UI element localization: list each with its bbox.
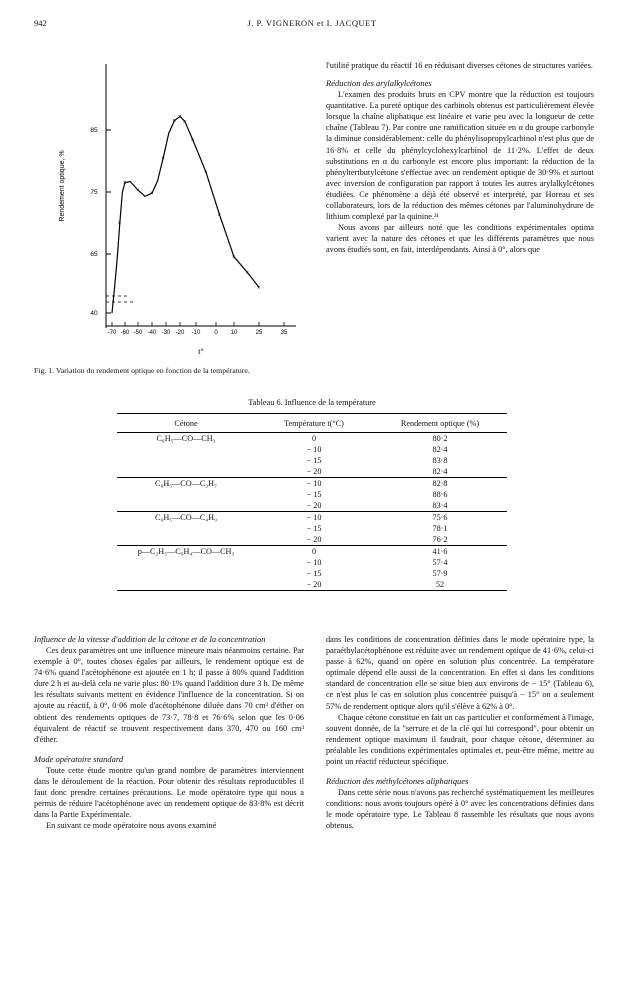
running-title: J. P. VIGNERON et I. JACQUET — [247, 18, 377, 28]
data-point: × — [150, 191, 154, 198]
yield-cell: 82·4 — [432, 445, 448, 454]
temperature-cell: − 10 — [306, 558, 322, 567]
table-row — [117, 455, 507, 466]
data-point: × — [178, 114, 182, 121]
yield-cell: 57·4 — [432, 558, 448, 567]
table-row — [117, 466, 507, 478]
table-row — [117, 500, 507, 512]
data-point: × — [117, 221, 122, 227]
paragraph: Toute cette étude montre qu'un grand nombre de paramètres interviennent dans le déroulement de la réaction. Pour obtenir des résultats reproductibles il faut donc prendre certaines précautions. Le mode opératoire type qui nous a permis de réduire l'acétophénone avec un rendement optique de 83·8% est décrit dans la Partie Expérimentale. — [34, 765, 304, 820]
table-row — [117, 512, 507, 524]
data-point: × — [182, 119, 187, 126]
ketone-cell — [117, 579, 255, 591]
ketone-cell: C₆H₅—CO—CH₃ — [156, 434, 216, 443]
yield-cell: 41·6 — [432, 547, 448, 556]
series-line — [112, 116, 259, 313]
section-heading: Réduction des arylalkylcétones — [326, 78, 432, 89]
temperature-cell: − 20 — [306, 467, 322, 476]
ketone-cell — [117, 534, 255, 546]
yield-cell: 80·2 — [432, 434, 448, 443]
temperature-cell: − 20 — [306, 535, 322, 544]
data-point: × — [232, 254, 236, 261]
paragraph: l'utilité pratique du réactif 16 en réduisant diverses cétones de structures variées. — [326, 61, 593, 70]
yield-cell: 83·8 — [432, 456, 448, 465]
x-tick-label: -70 — [107, 330, 117, 336]
x-tick-label: -60 — [120, 330, 130, 336]
ketone-cell — [117, 568, 255, 579]
figure — [34, 58, 314, 358]
table-row — [117, 523, 507, 534]
x-tick-label: 35 — [280, 330, 288, 336]
y-tick-label: 65 — [90, 251, 98, 258]
ketone-cell — [117, 500, 255, 512]
x-tick-label: -20 — [175, 330, 185, 336]
table-body — [117, 433, 507, 591]
left-column-bottom — [34, 634, 304, 831]
column-header: Température t(°C) — [284, 418, 344, 428]
ketone-cell — [117, 557, 255, 568]
column-header: Rendement optique (%) — [400, 418, 480, 428]
temperature-cell: 0 — [311, 547, 317, 556]
data-point: × — [204, 170, 208, 177]
ketone-cell — [117, 523, 255, 534]
data-point: × — [136, 188, 140, 195]
temperature-cell: − 10 — [306, 445, 322, 454]
temperature-cell: − 20 — [306, 580, 322, 589]
ketone-cell — [117, 455, 255, 466]
yield-cell: 57·9 — [432, 569, 448, 578]
x-tick-label: -50 — [133, 330, 143, 336]
column-header: Cétone — [174, 418, 198, 428]
data-point: × — [172, 118, 176, 125]
ketone-cell — [117, 466, 255, 478]
temperature-cell: − 15 — [306, 490, 322, 499]
y-tick-label: 85 — [90, 127, 98, 134]
x-axis-label: t° — [198, 347, 204, 356]
temperature-cell: − 10 — [306, 479, 322, 488]
data-point: × — [257, 285, 261, 292]
yield-cell: 88·6 — [432, 490, 448, 499]
table-row — [117, 546, 507, 558]
x-tick-label: 0 — [214, 330, 218, 336]
table-block — [117, 398, 507, 591]
chart-svg — [34, 58, 314, 358]
ketone-cell — [117, 489, 255, 500]
temperature-cell: − 15 — [306, 569, 322, 578]
ketone-cell: C₆H₅—CO—C₄H₉ — [155, 513, 217, 522]
paragraph: L'examen des produits bruts en CPV montre que la réduction est toujours quantitative. La pureté optique des carbinols obtenus est particulièrement élevée lorsque la chaîne aliphatique est linéaire et varie peu avec la longueur de cette chaîne (Tableau 7). Par contre une ramification située en α du groupe carbonyle la diminue considérablement: celle du phénylisopropylcarbinol n'est plus que de 16·8% et celle du phénylcyclohexylcarbinol de 11·2%. L'effet de deux substitutions en α du carbonyle est encore plus important: la réduction de la phényltertbutylcétone s'effectue avec un rendement optique de 30·9% et surtout avec inversion de configuration par rapport à toutes les autres arylalkylcétones étudiées. Ce phénomène a déjà été observé et interprété, par Horeau et ses collaborateurs, lors de la réduction des mêmes cétones par l'aluminohydrure de lithium complexé par la quinine.²¹ — [326, 90, 594, 222]
table-row — [117, 444, 507, 455]
table-row — [117, 433, 507, 445]
yield-cell: 82·8 — [432, 479, 448, 488]
temperature-cell: 0 — [311, 434, 317, 443]
y-axis-label: Rendement optique, % — [59, 150, 66, 222]
yield-cell: 52 — [435, 580, 445, 589]
section-heading: Réduction des méthylcétones aliphatiques — [326, 776, 469, 787]
x-tick-label: -30 — [161, 330, 171, 336]
y-tick-label: 40 — [90, 310, 98, 317]
table-title: Tableau 6. Influence de la température — [248, 398, 376, 407]
yield-cell: 83·4 — [432, 501, 448, 510]
data-point: × — [123, 180, 127, 187]
table-row — [117, 489, 507, 500]
table-row — [117, 568, 507, 579]
right-column-top — [326, 60, 594, 256]
yield-cell: 82·4 — [432, 467, 448, 476]
data-point: × — [245, 270, 249, 277]
paragraph: Nous avons par ailleurs noté que les conditions expérimentales optima varient avec la nature des cétones et que les différents paramètres que nous avons étudiés sont, en fait, interdépendants. Ainsi à 0°, alors que — [326, 223, 594, 255]
data-point: × — [217, 212, 222, 219]
x-tick-label: -40 — [147, 330, 157, 336]
table-row — [117, 557, 507, 568]
y-tick-label: 75 — [90, 189, 98, 196]
table-row — [117, 478, 507, 490]
data-point: × — [161, 155, 165, 162]
ketone-cell — [117, 444, 255, 455]
section-heading: Influence de la vitesse d'addition de la cétone et de la concentration — [34, 634, 266, 644]
x-tick-label: -10 — [191, 330, 201, 336]
yield-cell: 75·6 — [432, 513, 448, 522]
paragraph: dans les conditions de concentration définies dans le mode opératoire type, la paraéthylacétophénone est réduite avec un rendement optique de 41·6%, celui-ci passe à 62%, quand on opère en solution plus concentrée. La température optimale dépend elle aussi de la concentration. En effet si dans les conditions standard de concentration elle se situe bien aux environs de − 15° (Tableau 6), ce n'est plus le cas en solution plus concentrée puisqu'à − 15° on a seulement 57% de rendement optique alors qu'il s'élève à 62% à 0°. — [326, 635, 594, 711]
yield-cell: 78·1 — [432, 524, 448, 533]
x-tick-label: 25 — [255, 330, 263, 336]
paragraph: En suivant ce mode opératoire nous avons examiné — [46, 821, 217, 831]
table-row — [117, 534, 507, 546]
ketone-cell: p—C₂H₅—C₆H₄—CO—CH₃ — [137, 547, 235, 556]
ketone-cell: C₆H₅—CO—C₃H₇ — [155, 479, 217, 488]
right-column-bottom — [326, 634, 594, 832]
temperature-table — [117, 413, 507, 591]
table-row — [117, 579, 507, 591]
section-heading: Mode opératoire standard — [34, 753, 124, 764]
temperature-cell: − 15 — [306, 456, 322, 465]
paragraph: Dans cette série nous n'avons pas recherché systématiquement les meilleures conditions: nous avons toujours opéré à 0° avec les concentrations définies dans le mode opératoire type. Le Tableau 8 rassemble les résultats que nous avons obtenus. — [326, 788, 594, 831]
paragraph: Chaque cétone constitue en fait un cas particulier et conformément à l'image, souvent donnée, de la "serrure et de la clé qui lui correspond", pour obtenir un rendement optique maximum il faudrait, pour chaque cétone, déterminer au préalable les conditions expérimentales optimales et, peut-être même, mettre au point un réactif réducteur spécifique. — [326, 712, 594, 767]
data-point: × — [190, 137, 195, 144]
temperature-cell: − 20 — [306, 501, 322, 510]
x-tick-label: 10 — [230, 330, 238, 336]
temperature-cell: − 15 — [306, 524, 322, 533]
figure-caption: Fig. 1. Variation du rendement optique en fonction de la température. — [34, 366, 250, 375]
paragraph: Ces deux paramètres ont une influence mineure mais néanmoins certaine. Par exemple à 0°, toutes choses égales par ailleurs, le rendement optique est de 74·6% quand l'acétophénone est ajoutée en 1 h; il passe à 80% quand l'addition dure 2 h et au-delà cela ne varie plus: 80·1% quand l'addition dure 3 h. De même les résultats suivants mettent en évidence l'influence de la concentration. Si on ajoute au réactif, à 0°, 0·06 mole d'acétophénone diluée dans 70 cm³ d'éther on obtient des rendements optiques de 73·7, 78·8 et 76·6% selon que les 0·06 équivalent de réactif se trouvent respectivement dans 370, 470 ou 160 cm³ d'éther. — [34, 646, 304, 744]
page-number: 942 — [34, 18, 47, 28]
temperature-cell: − 10 — [306, 513, 322, 522]
yield-cell: 76·2 — [432, 535, 448, 544]
